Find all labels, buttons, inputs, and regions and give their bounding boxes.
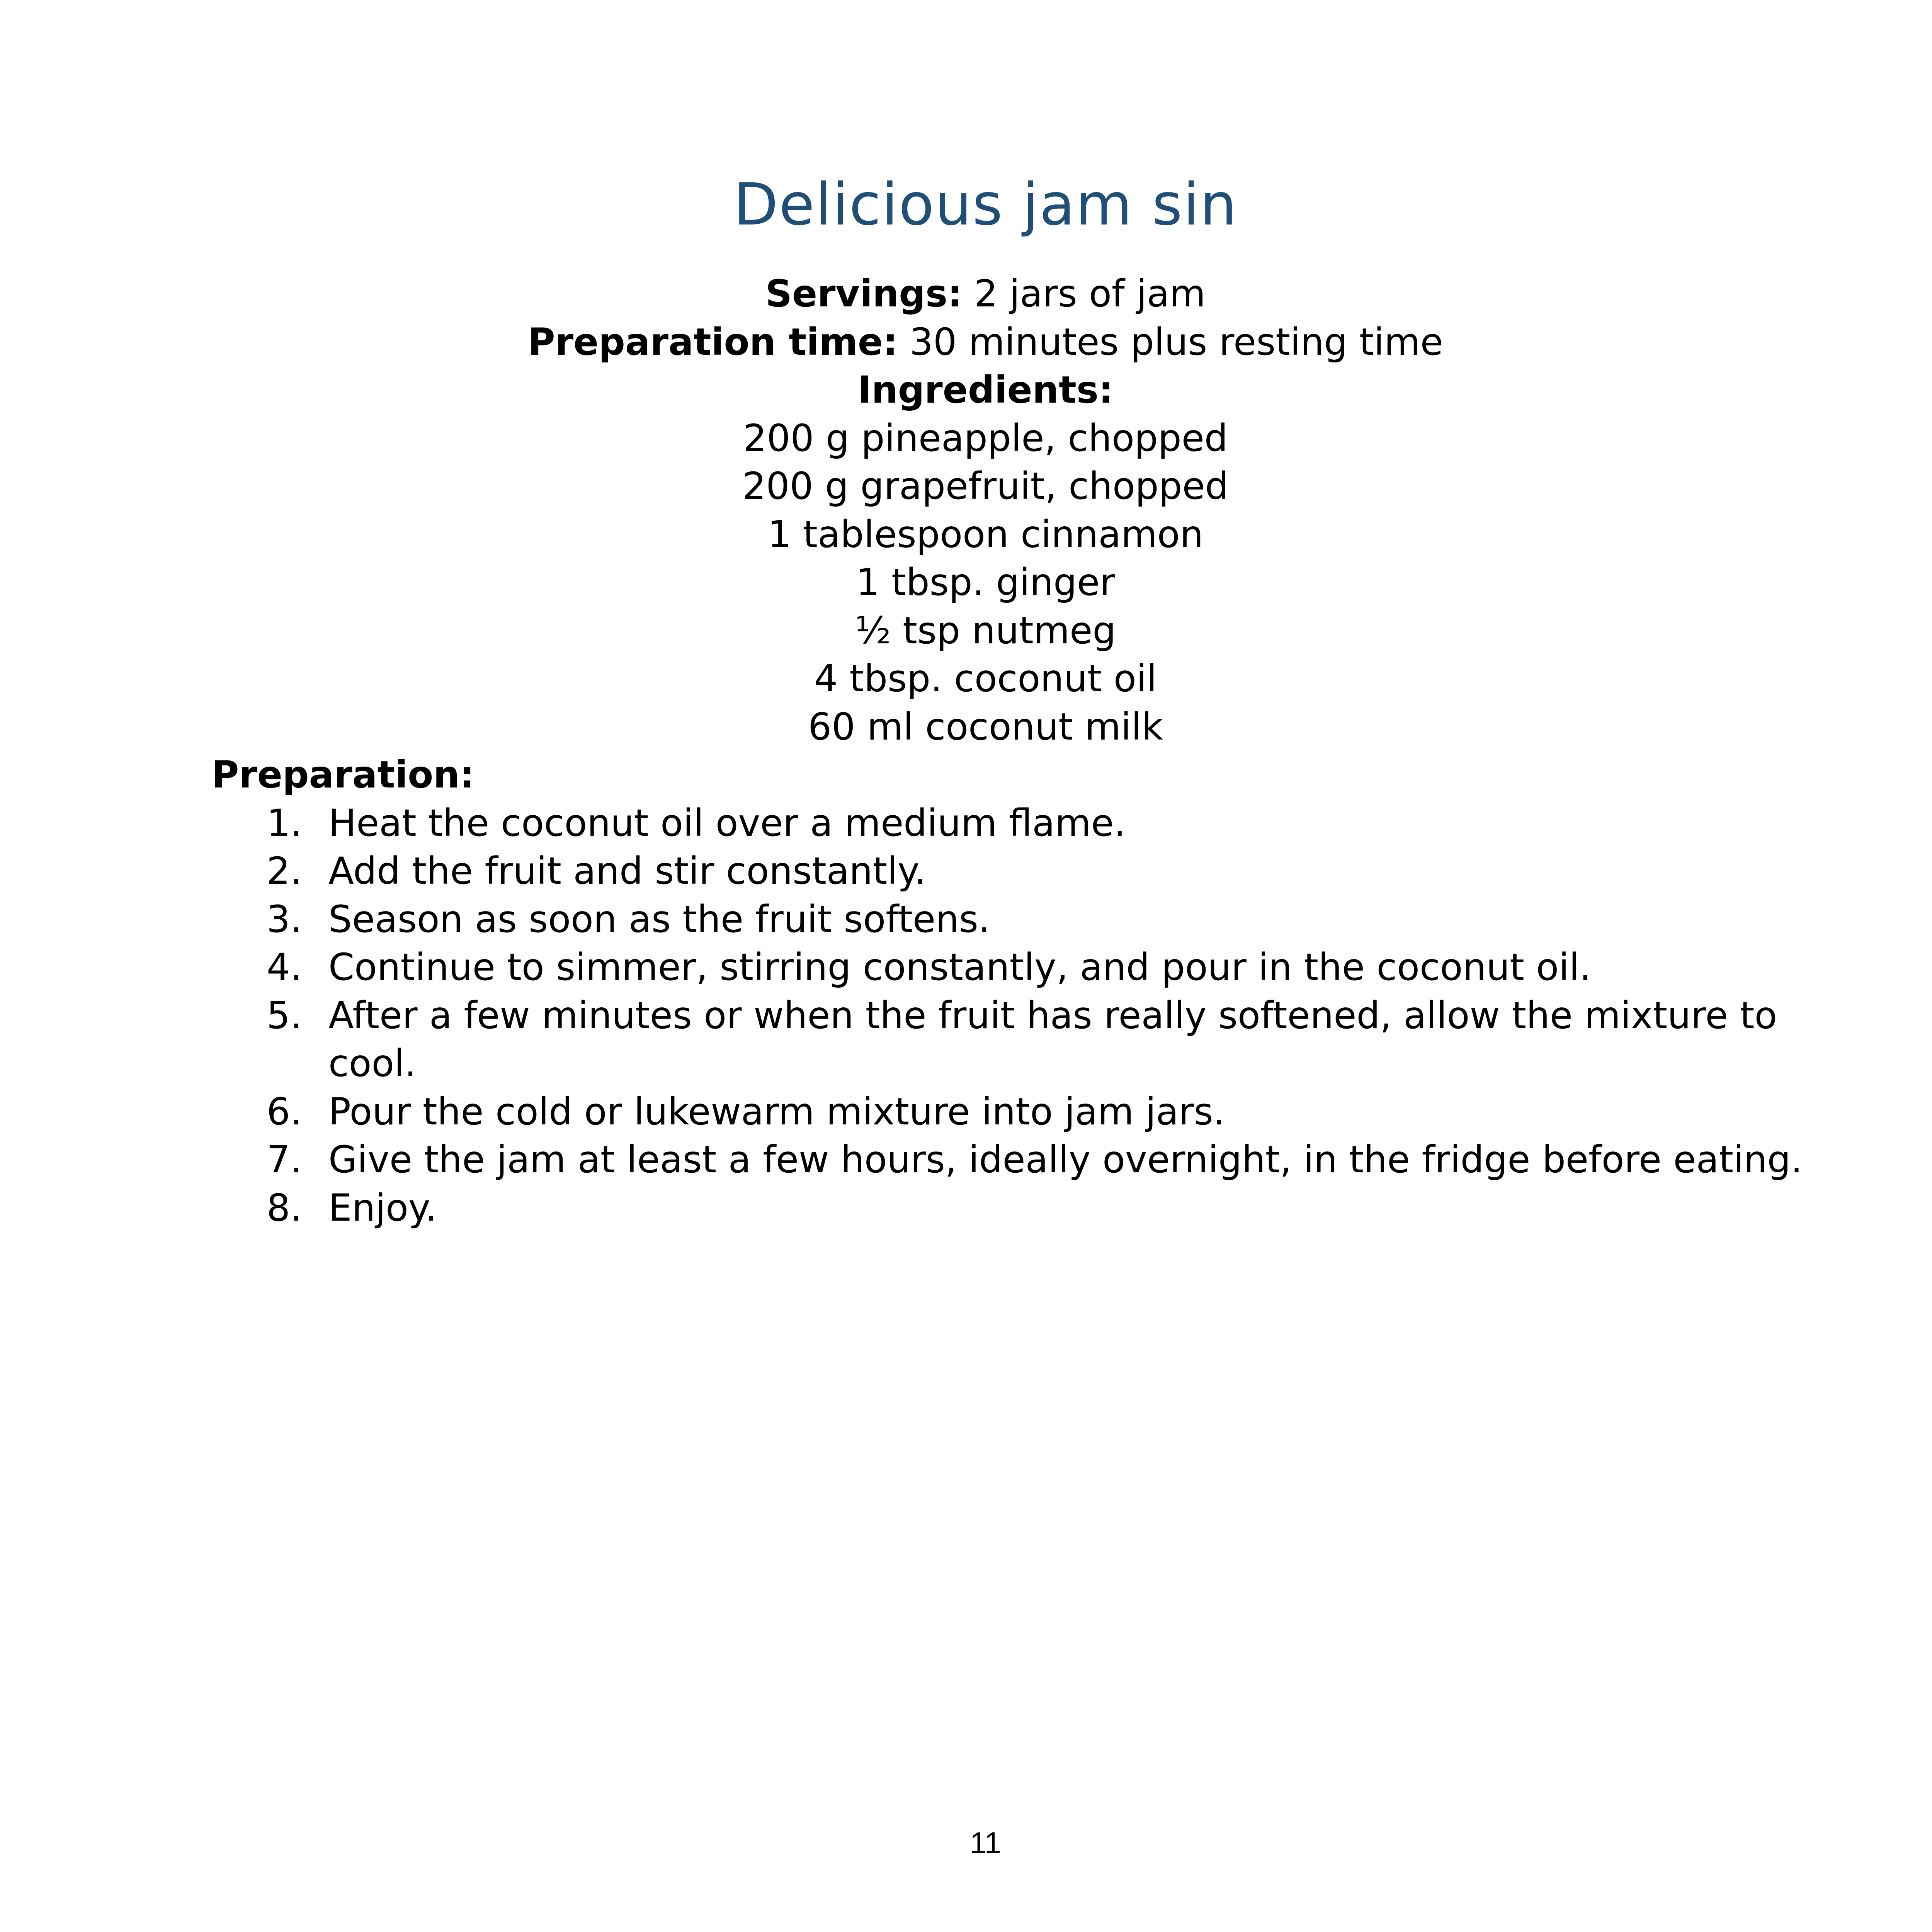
prep-time-label: Preparation time: bbox=[528, 320, 898, 364]
step-text: Add the fruit and stir constantly. bbox=[328, 849, 926, 893]
step-text: Enjoy. bbox=[328, 1186, 437, 1230]
preparation-step bbox=[0, 849, 1932, 900]
step-text: Season as soon as the fruit softens. bbox=[328, 898, 990, 941]
step-text: Continue to simmer, stirring constantly, and pour in the coconut oil. bbox=[328, 946, 1591, 989]
ingredient-item: 1 tablespoon cinnamon bbox=[767, 513, 1204, 556]
step-number: 1. bbox=[267, 801, 302, 845]
prep-time-value: 30 minutes plus resting time bbox=[898, 320, 1443, 364]
step-number: 7. bbox=[267, 1138, 302, 1181]
servings-label: Servings: bbox=[765, 272, 963, 315]
step-number: 6. bbox=[267, 1090, 302, 1133]
preparation-heading: Preparation: bbox=[212, 753, 474, 796]
servings-line bbox=[0, 272, 1932, 315]
ingredient-item: 4 tbsp. coconut oil bbox=[814, 657, 1157, 700]
ingredient-item: 1 tbsp. ginger bbox=[856, 561, 1115, 604]
ingredient-item: ½ tsp nutmeg bbox=[855, 609, 1116, 652]
page-number: 11 bbox=[970, 1826, 1001, 1860]
step-text: Heat the coconut oil over a medium flame. bbox=[328, 801, 1126, 845]
preparation-step bbox=[0, 898, 1932, 949]
ingredient-item: 60 ml coconut milk bbox=[808, 705, 1163, 748]
preparation-step bbox=[0, 1138, 1932, 1189]
preparation-step bbox=[0, 946, 1932, 997]
preparation-step bbox=[0, 1090, 1932, 1141]
step-text: Pour the cold or lukewarm mixture into jam jars. bbox=[328, 1090, 1225, 1133]
step-number: 3. bbox=[267, 898, 302, 941]
step-number: 2. bbox=[267, 849, 302, 893]
step-number: 4. bbox=[267, 946, 302, 989]
step-number: 5. bbox=[267, 994, 302, 1037]
servings-value: 2 jars of jam bbox=[962, 272, 1206, 315]
preparation-step bbox=[0, 994, 1932, 1085]
step-text: Give the jam at least a few hours, ideally overnight, in the fridge before eating. bbox=[328, 1138, 1803, 1181]
ingredients-heading: Ingredients: bbox=[857, 368, 1114, 412]
step-number: 8. bbox=[267, 1186, 302, 1230]
preparation-step bbox=[0, 801, 1932, 852]
prep-time-line bbox=[0, 320, 1932, 364]
step-text: After a few minutes or when the fruit has really softened, allow the mixture to cool. bbox=[328, 994, 1777, 1085]
ingredient-item: 200 g pineapple, chopped bbox=[743, 417, 1228, 460]
ingredient-item: 200 g grapefruit, chopped bbox=[742, 464, 1229, 508]
preparation-step bbox=[0, 1186, 1932, 1237]
recipe-title: Delicious jam sin bbox=[733, 171, 1238, 238]
